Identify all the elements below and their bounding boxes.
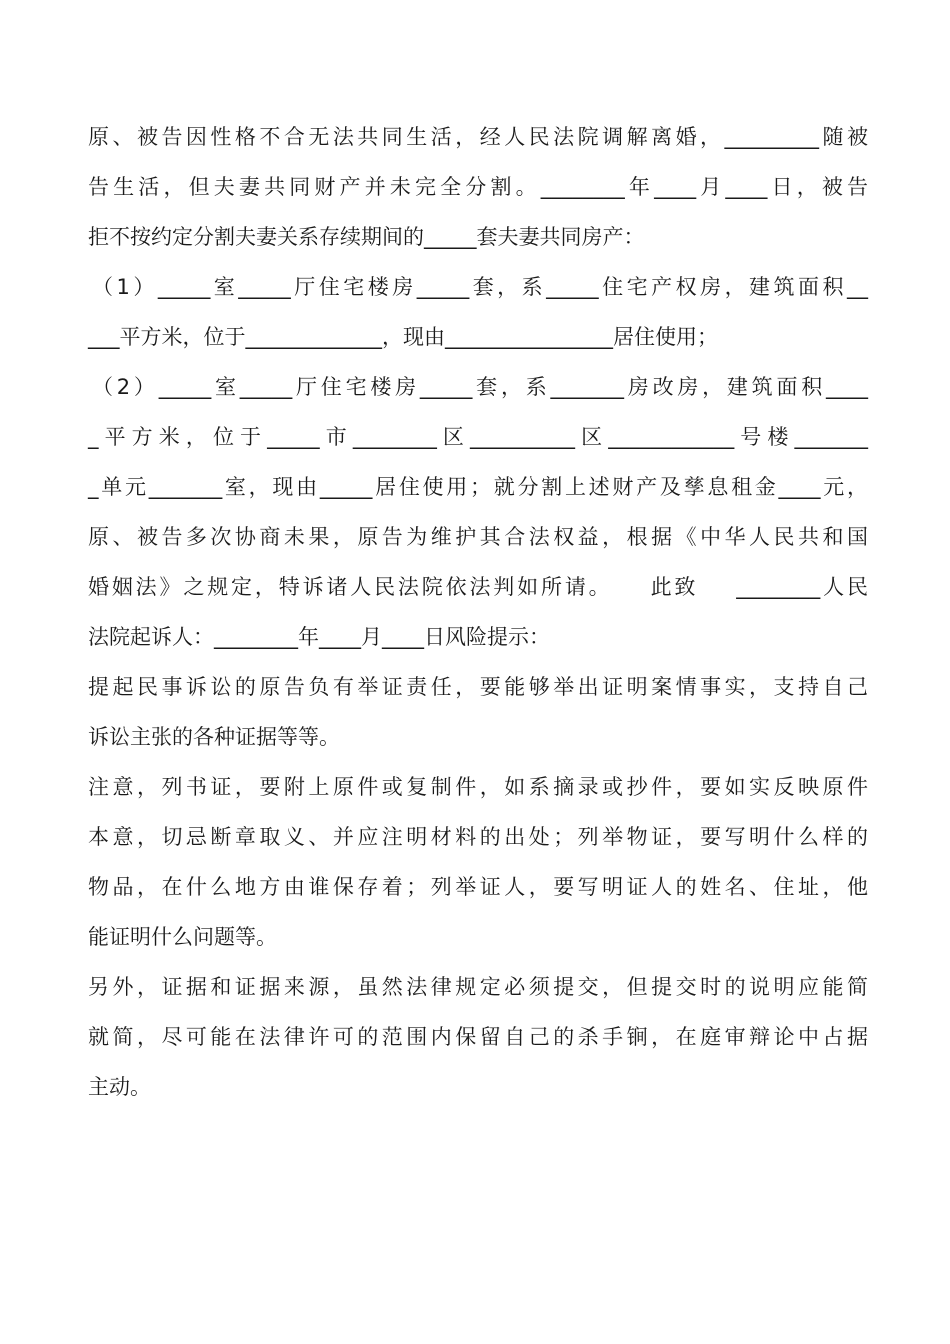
text-line: 另外，证据和证据来源，虽然法律规定必须提交，但提交时的说明应能简 bbox=[88, 975, 868, 999]
text-line: 告生活，但夫妻共同财产并未完全分割。________年____月____日，被告 bbox=[88, 175, 868, 199]
text-line: 主动。 bbox=[88, 1075, 151, 1099]
text-line: （2）_____室_____厅住宅楼房_____套，系_______房改房，建筑面积____ bbox=[92, 375, 868, 399]
text-line: 法院起诉人：________年____月____日风险提示： bbox=[88, 625, 550, 649]
text-line: 就简，尽可能在法律许可的范围内保留自己的杀手锏，在庭审辩论中占据 bbox=[88, 1025, 868, 1049]
text-line: ___平方米，位于_____________，现由________________居住使用； bbox=[88, 325, 718, 349]
text-line: 原、被告多次协商未果，原告为维护其合法权益，根据《中华人民共和国 bbox=[88, 525, 868, 549]
text-line: （1）_____室_____厅住宅楼房_____套，系_____住宅产权房，建筑面积__ bbox=[92, 275, 868, 299]
text-line: 诉讼主张的各种证据等等。 bbox=[88, 725, 340, 749]
text-line: 婚姻法》之规定，特诉诸人民法院依法判如所请。 此致 ________人民 bbox=[88, 575, 868, 599]
text-line: 能证明什么问题等。 bbox=[88, 925, 277, 949]
text-line: 原、被告因性格不合无法共同生活，经人民法院调解离婚，_________随被 bbox=[88, 125, 868, 149]
text-line: 注意，列书证，要附上原件或复制件，如系摘录或抄件，要如实反映原件 bbox=[88, 775, 868, 799]
text-line: 物品，在什么地方由谁保存着；列举证人，要写明证人的姓名、住址，他 bbox=[88, 875, 868, 899]
text-line: _单元_______室，现由_____居住使用；就分割上述财产及孳息租金____元， bbox=[88, 475, 868, 499]
text-line: _平方米，位于_____市________区__________区____________号楼_______ bbox=[88, 425, 868, 449]
text-line: 本意，切忌断章取义、并应注明材料的出处；列举物证，要写明什么样的 bbox=[88, 825, 868, 849]
text-line: 提起民事诉讼的原告负有举证责任，要能够举出证明案情事实，支持自己 bbox=[88, 675, 868, 699]
text-line: 拒不按约定分割夫妻关系存续期间的_____套夫妻共同房产： bbox=[88, 225, 645, 249]
document-page bbox=[88, 112, 868, 1112]
